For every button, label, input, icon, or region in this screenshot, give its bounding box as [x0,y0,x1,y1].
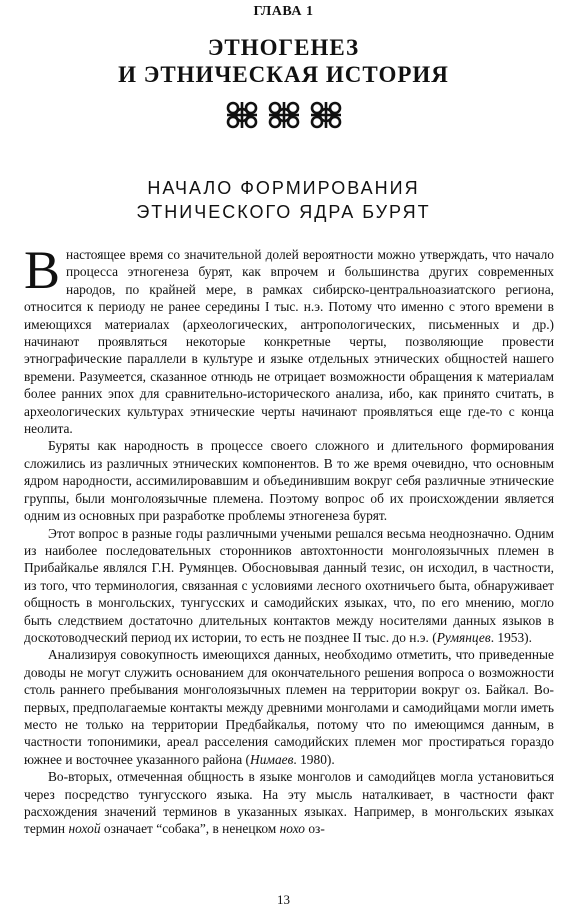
paragraph-3 [24,525,554,647]
paragraph-2: Буряты как народность в процессе своего сложного и длительного формирования сложились из различных этнических компонентов. В то же время очевидно, что основным ядром народности, ассимилировавшим и объединившим вокруг себя различные этнические группы, были монголоязычные племена. Поэтому вопрос об их происхождении является одним из основных при разработке проблемы этногенеза бурят. [24,438,554,524]
paragraph-5-text: Во-вторых, отмеченная общность в языке монголов и самодийцев могла установиться через посредство тунгусского языка. На эту мысль наталкивает, в частности факт расхождения значений терминов в указанных языках. Например, в монгольских языках термин [24,769,554,837]
paragraph-4-text: Анализируя совокупность имеющихся данных, необходимо отметить, что приведенные доводы не могут служить основанием для окончательного решения вопроса о возможности столь раннего пребывания монголоязычных племен на территории вокруг оз. Байкал. Во-первых, предполагаемые контакты между древними монголами и самодийцами могли иметь место не только на территории Предбайкалья, потому что по имеющимся данным, в частности топонимики, ареал расселения самодийских племен мог простираться гораздо южнее и восточнее указанного района ( [24,647,554,767]
paragraph-5-text-mid: означает “собака”, в ненецком [100,821,280,837]
citation-year: . 1953). [490,629,532,645]
body-text [24,240,554,838]
chapter-title-line-2: И ЭТНИЧЕСКАЯ ИСТОРИЯ [118,62,449,87]
term: нохо [279,821,306,837]
drop-cap: В [24,240,61,300]
page-number: 13 [277,892,290,907]
citation-year: . 1980). [293,751,335,767]
knot-ornament-icon [308,100,344,130]
paragraph-1 [24,240,554,437]
chapter-label: ГЛАВА 1 [253,4,314,19]
ornament [0,100,567,130]
chapter-title-line-1: ЭТНОГЕНЕЗ [207,35,360,60]
paragraph-5 [24,768,554,838]
knot-ornament-icon [266,100,302,130]
paragraph-4 [24,646,554,768]
section-title [0,176,567,224]
section-title-line-2: ЭТНИЧЕСКОГО ЯДРА БУРЯТ [136,202,431,222]
section-title-line-1: НАЧАЛО ФОРМИРОВАНИЯ [147,178,420,198]
paragraph-1-text: настоящее время со значительной долей вероятности можно утверждать, что начало процесса этногенеза бурят, как впрочем и большинства других современных народов, по крайней мере, в рамках сибирско-центральноазиатского региона, относится к периоду не ранее середины I тыс. н.э. Потому что именно с этого времени в имеющихся материалах (археологических, антропологических, письменных и др.) начинают проявляться некоторые конкретные черты, позволяющие провести этнографические параллели в культуре и языке отдельных этнических общностей нашего времени. Разумеется, сказанное отнюдь не отрицает возможности обращения к материалам более ранних эпох для сравнительно-исторического анализа, ибо, как принято считать, в археологических культурах этнические черты начинают проявляться еще где-то с конца неолита. [24,247,554,437]
chapter-title [0,34,567,88]
citation-author: Нимаев [250,751,294,767]
term: нохой [68,821,101,837]
knot-ornament-icon [224,100,260,130]
paragraph-3-text: Этот вопрос в разные годы различными учеными решался весьма неоднозначно. Одним из наиболее последовательных сторонников автохтонности монголоязычных племен в Прибайкалье являлся Г.Н. Румянцев. Обосновывая данный тезис, он исходил, в частности, из того, что терминология, связанная с условиями лесного охотничьего быта, обнаруживает общность в монгольских, тунгусских и самодийских языках, что, по его мнению, могло быть следствием достаточно длительных контактов между носителями данных языков в доскотоводческий период их истории, то есть не позднее II тыс. до н.э. ( [24,525,554,645]
citation-author: Румянцев [436,629,491,645]
paragraph-5-text-end: оз- [305,821,325,837]
